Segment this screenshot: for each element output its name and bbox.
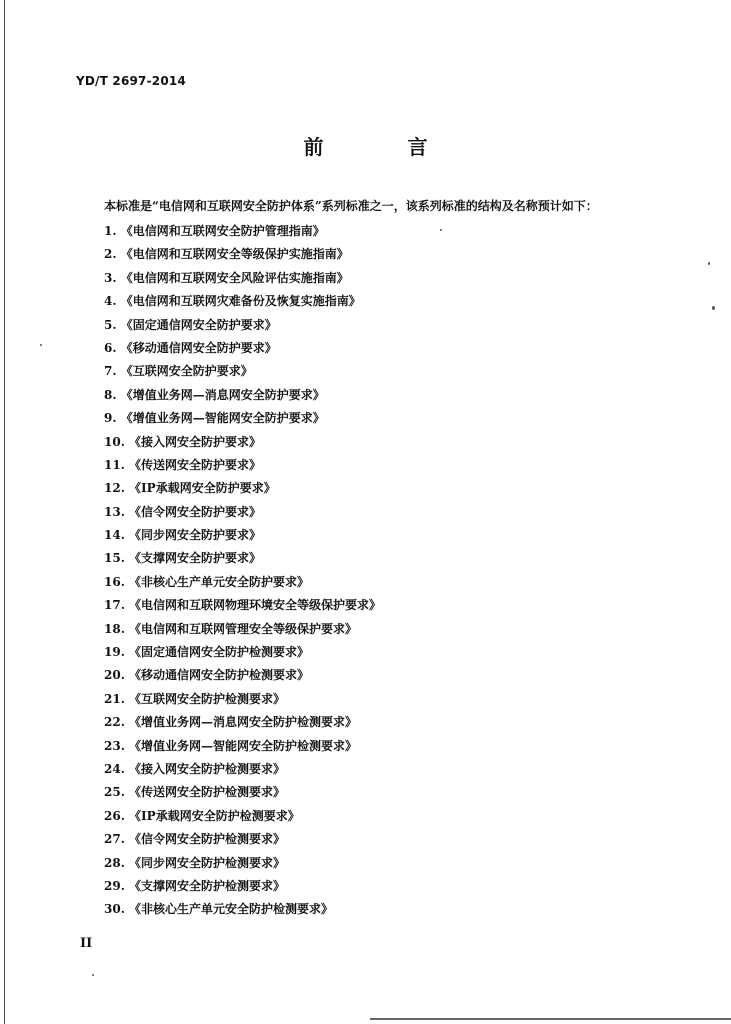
scan-speck: [40, 344, 42, 346]
intro-paragraph: 本标准是“电信网和互联网安全防护体系”系列标准之一，该系列标准的结构及名称预计如下：: [104, 199, 598, 213]
scan-speck: [92, 974, 94, 976]
list-item: 24. 《接入网安全防护检测要求》: [104, 761, 286, 776]
list-item: 18. 《电信网和互联网管理安全等级保护要求》: [104, 621, 358, 636]
list-item: 23. 《增值业务网—智能网安全防护检测要求》: [104, 738, 358, 753]
page-number: II: [80, 936, 93, 951]
standard-number: YD/T 2697-2014: [76, 74, 186, 88]
list-item: 13. 《信令网安全防护要求》: [104, 504, 262, 519]
scan-speck: [708, 262, 710, 265]
list-item: 21. 《互联网安全防护检测要求》: [104, 691, 286, 706]
list-item: 16. 《非核心生产单元安全防护要求》: [104, 574, 310, 589]
scan-bottom-line: [370, 1018, 731, 1020]
list-item: 5. 《固定通信网安全防护要求》: [104, 317, 277, 332]
list-item: 19. 《固定通信网安全防护检测要求》: [104, 645, 310, 660]
list-item: 29. 《支撑网安全防护检测要求》: [104, 878, 286, 893]
list-item: 30. 《非核心生产单元安全防护检测要求》: [104, 902, 334, 917]
list-item: 25. 《传送网安全防护检测要求》: [104, 785, 286, 800]
list-item: 20. 《移动通信网安全防护检测要求》: [104, 668, 310, 683]
list-item: 26. 《IP承载网安全防护检测要求》: [104, 808, 300, 823]
list-item: 4. 《电信网和互联网灾难备份及恢复实施指南》: [104, 294, 361, 309]
list-item: 11. 《传送网安全防护要求》: [104, 457, 262, 472]
page-title: 前 言: [303, 135, 460, 159]
scan-speck: [712, 306, 715, 310]
list-item: 1. 《电信网和互联网安全防护管理指南》: [104, 224, 325, 238]
list-item: 7. 《互联网安全防护要求》: [104, 364, 253, 379]
scan-speck: [440, 229, 442, 231]
list-item: 28. 《同步网安全防护检测要求》: [104, 855, 286, 870]
list-item: 6. 《移动通信网安全防护要求》: [104, 340, 277, 355]
list-item: 10. 《接入网安全防护要求》: [104, 434, 262, 449]
list-item: 12. 《IP承载网安全防护要求》: [104, 481, 276, 496]
list-item: 9. 《增值业务网—智能网安全防护要求》: [104, 411, 325, 426]
list-item: 8. 《增值业务网—消息网安全防护要求》: [104, 387, 325, 402]
list-item: 22. 《增值业务网—消息网安全防护检测要求》: [104, 715, 358, 730]
standards-list: [104, 220, 381, 922]
list-item: 17. 《电信网和互联网物理环境安全等级保护要求》: [104, 598, 382, 613]
list-item: 15. 《支撑网安全防护要求》: [104, 551, 262, 566]
list-item: 2. 《电信网和互联网安全等级保护实施指南》: [104, 247, 349, 262]
list-item: 14. 《同步网安全防护要求》: [104, 528, 262, 543]
list-item: 3. 《电信网和互联网安全风险评估实施指南》: [104, 270, 349, 285]
list-item: 27. 《信令网安全防护检测要求》: [104, 832, 286, 847]
